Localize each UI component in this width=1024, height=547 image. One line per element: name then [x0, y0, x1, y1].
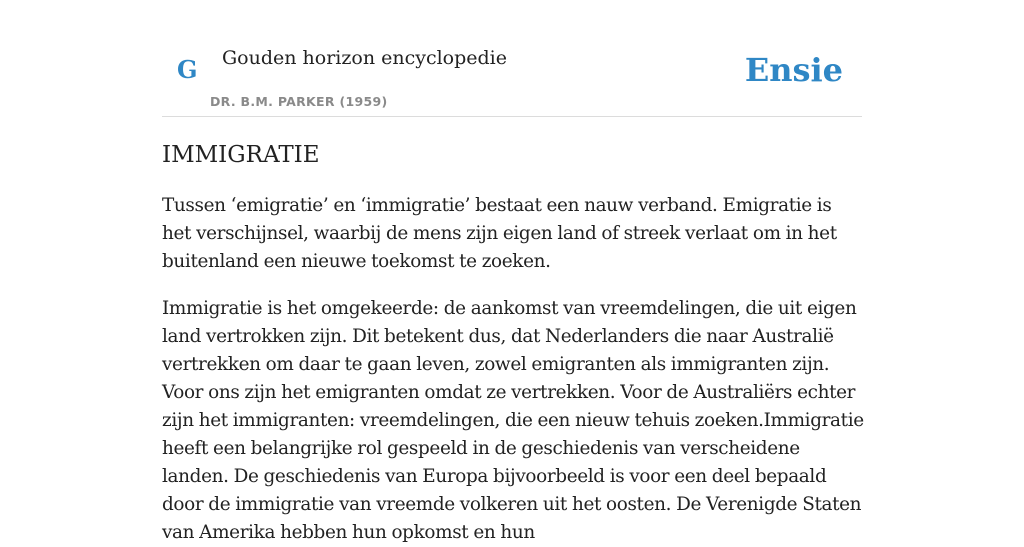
article-paragraph-2: Immigratie is het omgekeerde: de aankomst van vreemdelingen, die uit eigen land vertrokken zijn. Dit betekent dus, dat Nederlanders die naar Australië vertrekken om daar te gaan leven, zowel emigranten als immigranten zijn. Voor ons zijn het emigranten omdat ze vertrekken. Voor de Australiërs echter zijn het immigranten: vreemdelingen, die een nieuw tehuis zoeken.Immigratie heeft een belangrijke rol gespeeld in de geschiedenis van verscheidene landen. De geschiedenis van Europa bijvoorbeeld is voor een deel bepaald door de immigratie van vreemde volkeren uit het oosten. De Verenigde Staten van Amerika hebben hun opkomst en hun	[162, 298, 864, 543]
article	[162, 138, 864, 547]
article-title: IMMIGRATIE	[162, 142, 320, 168]
article-paragraph-1: Tussen ‘emigratie’ en ‘immigratie’ bestaat een nauw verband. Emigratie is het verschijnsel, waarbij de mens zijn eigen land of streek verlaat om in het buitenland een nieuwe toekomst te zoeken.	[162, 195, 837, 272]
book-title[interactable]: Gouden horizon encyclopedie	[222, 47, 507, 69]
ensie-logo[interactable]: Ensie	[744, 51, 843, 89]
encyclopedia-logo[interactable]: G	[177, 55, 198, 84]
book-author: DR. B.M. PARKER (1959)	[210, 94, 388, 109]
site-header	[162, 0, 862, 117]
